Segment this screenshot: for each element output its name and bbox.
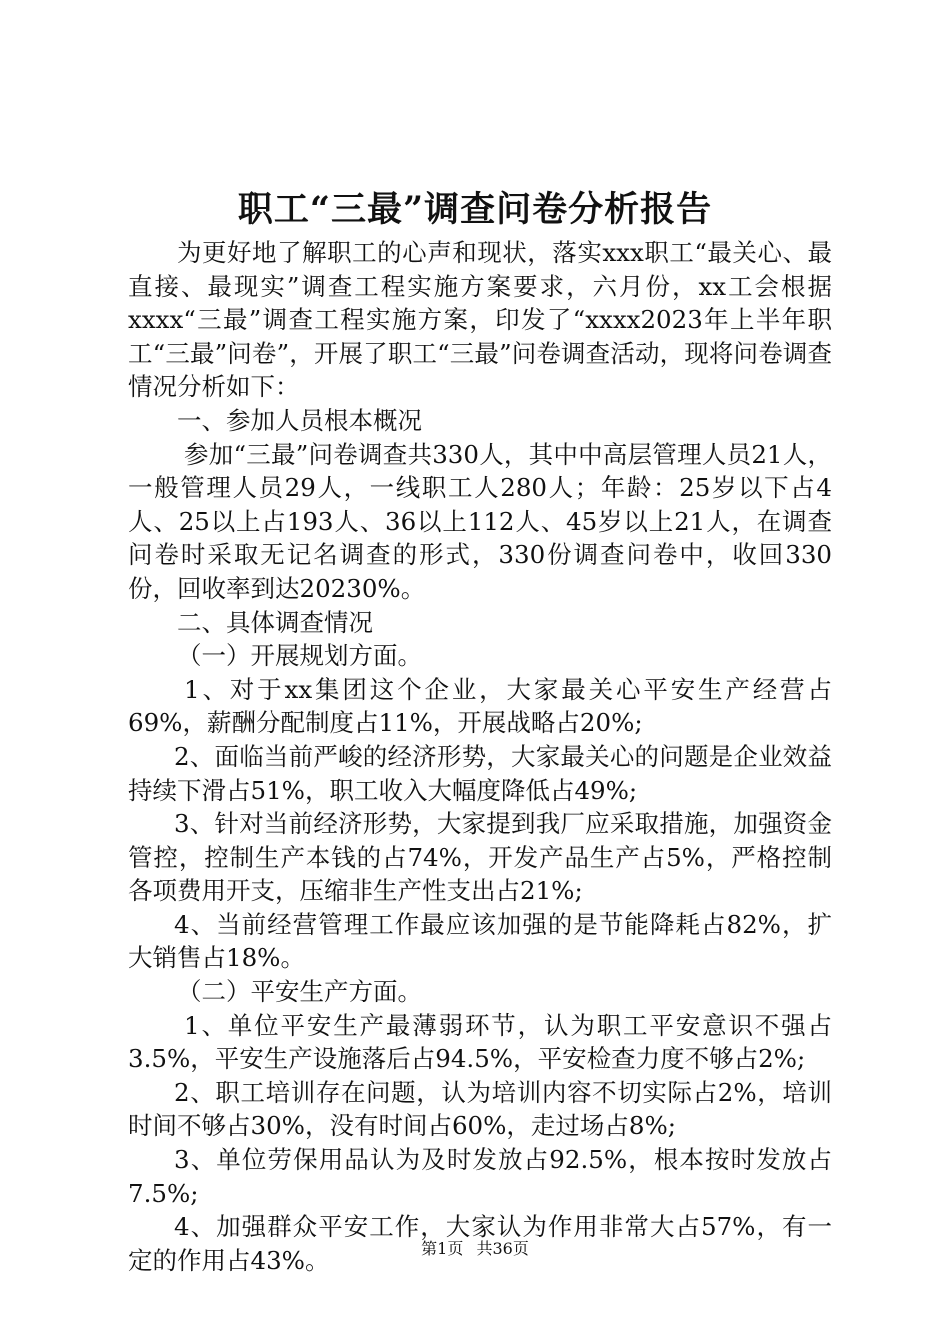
subsection-heading-1: （一）开展规划方面。 bbox=[177, 641, 422, 671]
page-footer bbox=[0, 1238, 950, 1260]
document-title: 职工“三最”调查问卷分析报告 bbox=[237, 189, 713, 230]
list-item: 3、单位劳保用品认为及时发放占92.5%，根本按时发放占7.5%; bbox=[128, 1145, 832, 1208]
document-body bbox=[128, 236, 832, 1277]
subsection-heading-2: （二）平安生产方面。 bbox=[177, 977, 422, 1007]
list-item: 2、面临当前严峻的经济形势，大家最关心的问题是企业效益持续下滑占51%，职工收入大幅度降低占49%; bbox=[128, 741, 832, 805]
section-heading-1: 一、参加人员根本概况 bbox=[177, 405, 422, 435]
list-item: 4、加强群众平安工作，大家认为作用非常大占57%，有一定的作用占43%。 bbox=[128, 1212, 832, 1275]
page-number: 第1页 bbox=[421, 1239, 464, 1258]
page-total: 共36页 bbox=[476, 1239, 529, 1258]
list-item: 1、单位平安生产最薄弱环节，认为职工平安意识不强占3.5%，平安生产设施落后占94.5%，平安检查力度不够占2%; bbox=[128, 1010, 832, 1074]
list-item: 1、对于xx集团这个企业，大家最关心平安生产经营占69%，薪酬分配制度占11%，开展战略占20%; bbox=[128, 674, 832, 738]
list-item: 2、职工培训存在问题，认为培训内容不切实际占2%，培训时间不够占30%，没有时间占60%，走过场占8%; bbox=[128, 1077, 832, 1141]
list-item: 4、当前经营管理工作最应该加强的是节能降耗占82%，扩大销售占18%。 bbox=[128, 909, 832, 973]
paragraph-participants: 参加“三最”问卷调查共330人，其中中高层管理人员21人，一般管理人员29人，一线职工人280人；年龄：25岁以下占4人、25以上占193人、36以上112人、45岁以上21人，在调查问卷时采取无记名调查的形式，330份调查问卷中，收回330份，回收率到达20230%。 bbox=[128, 439, 832, 603]
section-heading-2: 二、具体调查情况 bbox=[177, 607, 373, 637]
list-item: 3、针对当前经济形势，大家提到我厂应采取措施，加强资金管控，控制生产本钱的占74%，开发产品生产占5%，严格控制各项费用开支，压缩非生产性支出占21%; bbox=[128, 809, 832, 906]
paragraph-intro: 为更好地了解职工的心声和现状，落实xxx职工“最关心、最直接、最现实”调查工程实施方案要求，六月份，xx工会根据xxxx“三最”调查工程实施方案，印发了“xxxx2023年上半年职工“三最”问卷”，开展了职工“三最”问卷调查活动，现将问卷调查情况分析如下： bbox=[128, 238, 832, 402]
